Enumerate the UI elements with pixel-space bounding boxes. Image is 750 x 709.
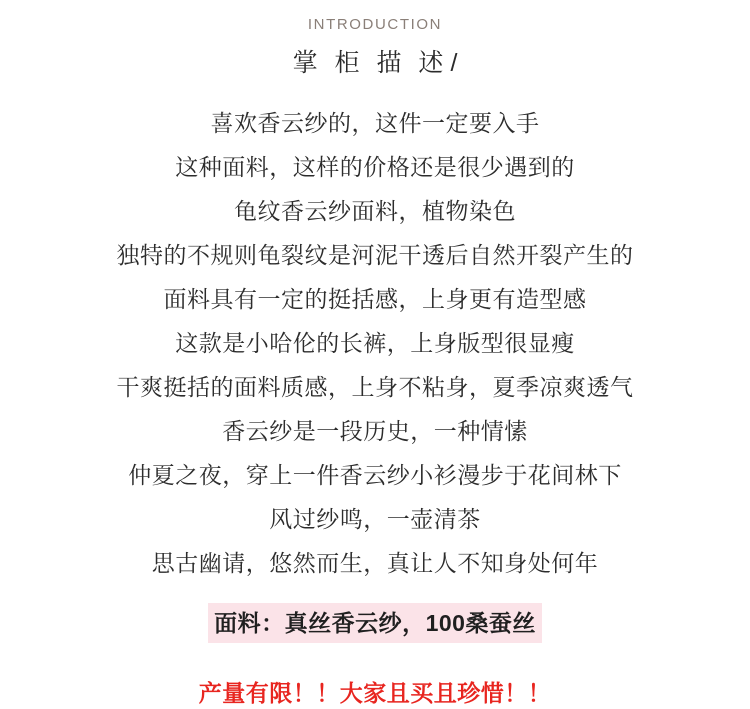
section-eyebrow: INTRODUCTION	[307, 16, 443, 33]
description-line: 独特的不规则龟裂纹是河泥干透后自然开裂产生的	[116, 242, 634, 268]
description-line: 干爽挺括的面料质感，上身不粘身，夏季凉爽透气	[116, 374, 634, 400]
description-line: 这种面料，这样的价格还是很少遇到的	[175, 154, 575, 180]
description-line: 面料具有一定的挺括感，上身更有造型感	[163, 286, 587, 312]
description-line: 思古幽请，悠然而生，真让人不知身处何年	[151, 550, 599, 576]
limited-stock-warning: 产量有限！！大家且买且珍惜！！	[198, 680, 552, 706]
page-title	[293, 43, 458, 79]
fabric-composition-highlight: 面料：真丝香云纱，100桑蚕丝	[208, 603, 542, 643]
page-title-text: 掌 柜 描 述	[292, 49, 449, 77]
description-line: 这款是小哈伦的长裤，上身版型很显瘦	[175, 330, 575, 356]
description-line: 仲夏之夜，穿上一件香云纱小衫漫步于花间林下	[128, 462, 622, 488]
description-line: 风过纱鸣，一壶清茶	[269, 506, 481, 532]
description-body	[0, 101, 750, 585]
fabric-info-row	[0, 603, 750, 643]
page-title-slash: /	[450, 49, 458, 77]
description-line: 香云纱是一段历史，一种情愫	[222, 418, 528, 444]
description-line: 龟纹香云纱面料，植物染色	[234, 198, 516, 224]
description-line: 喜欢香云纱的，这件一定要入手	[210, 110, 540, 136]
